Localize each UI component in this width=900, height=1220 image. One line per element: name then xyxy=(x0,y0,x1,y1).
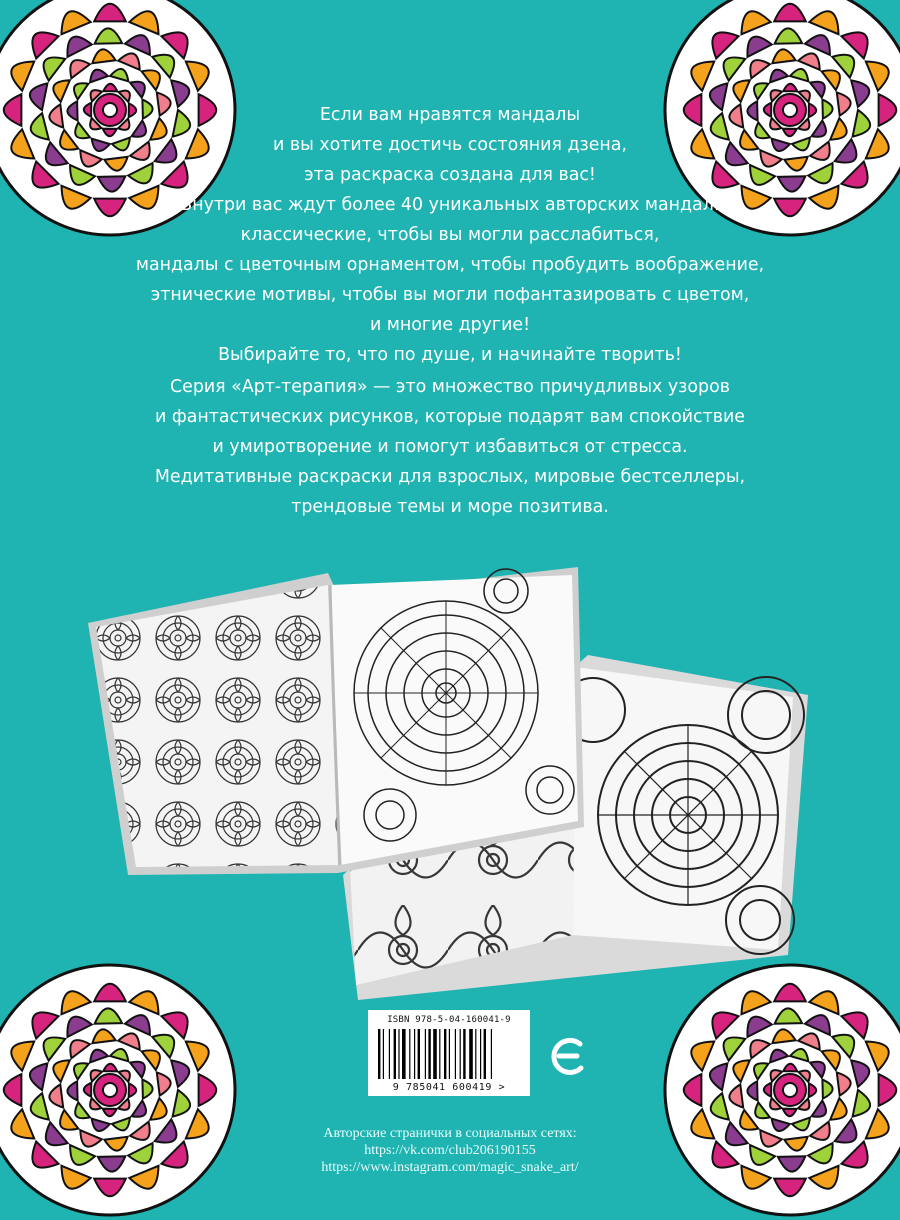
description-line: и вы хотите достичь состояния дзена, xyxy=(273,135,627,155)
social-heading: Авторские странички в социальных сетях: xyxy=(323,1126,577,1141)
instagram-link[interactable]: https://www.instagram.com/magic_snake_art/ xyxy=(321,1160,579,1175)
isbn-text: ISBN 978-5-04-160041-9 xyxy=(387,1015,511,1025)
description-line: и фантастических рисунков, которые подарят вам спокойствие xyxy=(155,407,745,427)
description-line: эта раскраска создана для вас! xyxy=(304,165,596,185)
barcode-digits: 9 785041 600419 > xyxy=(392,1082,506,1093)
description-paragraph-2 xyxy=(60,372,840,522)
open-books-illustration xyxy=(88,545,818,1005)
description-line: и многие другие! xyxy=(369,315,531,335)
description-line: Внутри вас ждут более 40 уникальных авторских мандал: xyxy=(180,195,720,215)
description-line: мандалы с цветочным орнаментом, чтобы пробудить воображение, xyxy=(135,255,765,275)
description-line: Серия «Арт-терапия» — это множество причудливых узоров xyxy=(170,377,730,397)
front-book xyxy=(88,567,584,875)
description-paragraph-1 xyxy=(60,100,840,370)
eksmo-logo-icon xyxy=(547,1034,591,1078)
description-line: классические, чтобы вы могли расслабиться, xyxy=(240,225,660,245)
barcode-icon xyxy=(378,1029,518,1079)
description-line: Если вам нравятся мандалы xyxy=(319,105,581,125)
description-line: Медитативные раскраски для взрослых, мировые бестселлеры, xyxy=(154,467,746,487)
social-links xyxy=(200,1125,700,1176)
description-line: и умиротворение и помогут избавиться от стресса. xyxy=(212,437,688,457)
description-line: Выбирайте то, что по душе, и начинайте творить! xyxy=(218,345,682,365)
description-line: этнические мотивы, чтобы вы могли пофантазировать с цветом, xyxy=(150,285,750,305)
barcode-label xyxy=(368,1010,530,1096)
vk-link[interactable]: https://vk.com/club206190155 xyxy=(364,1143,536,1158)
description-line: трендовые темы и море позитива. xyxy=(291,497,609,517)
